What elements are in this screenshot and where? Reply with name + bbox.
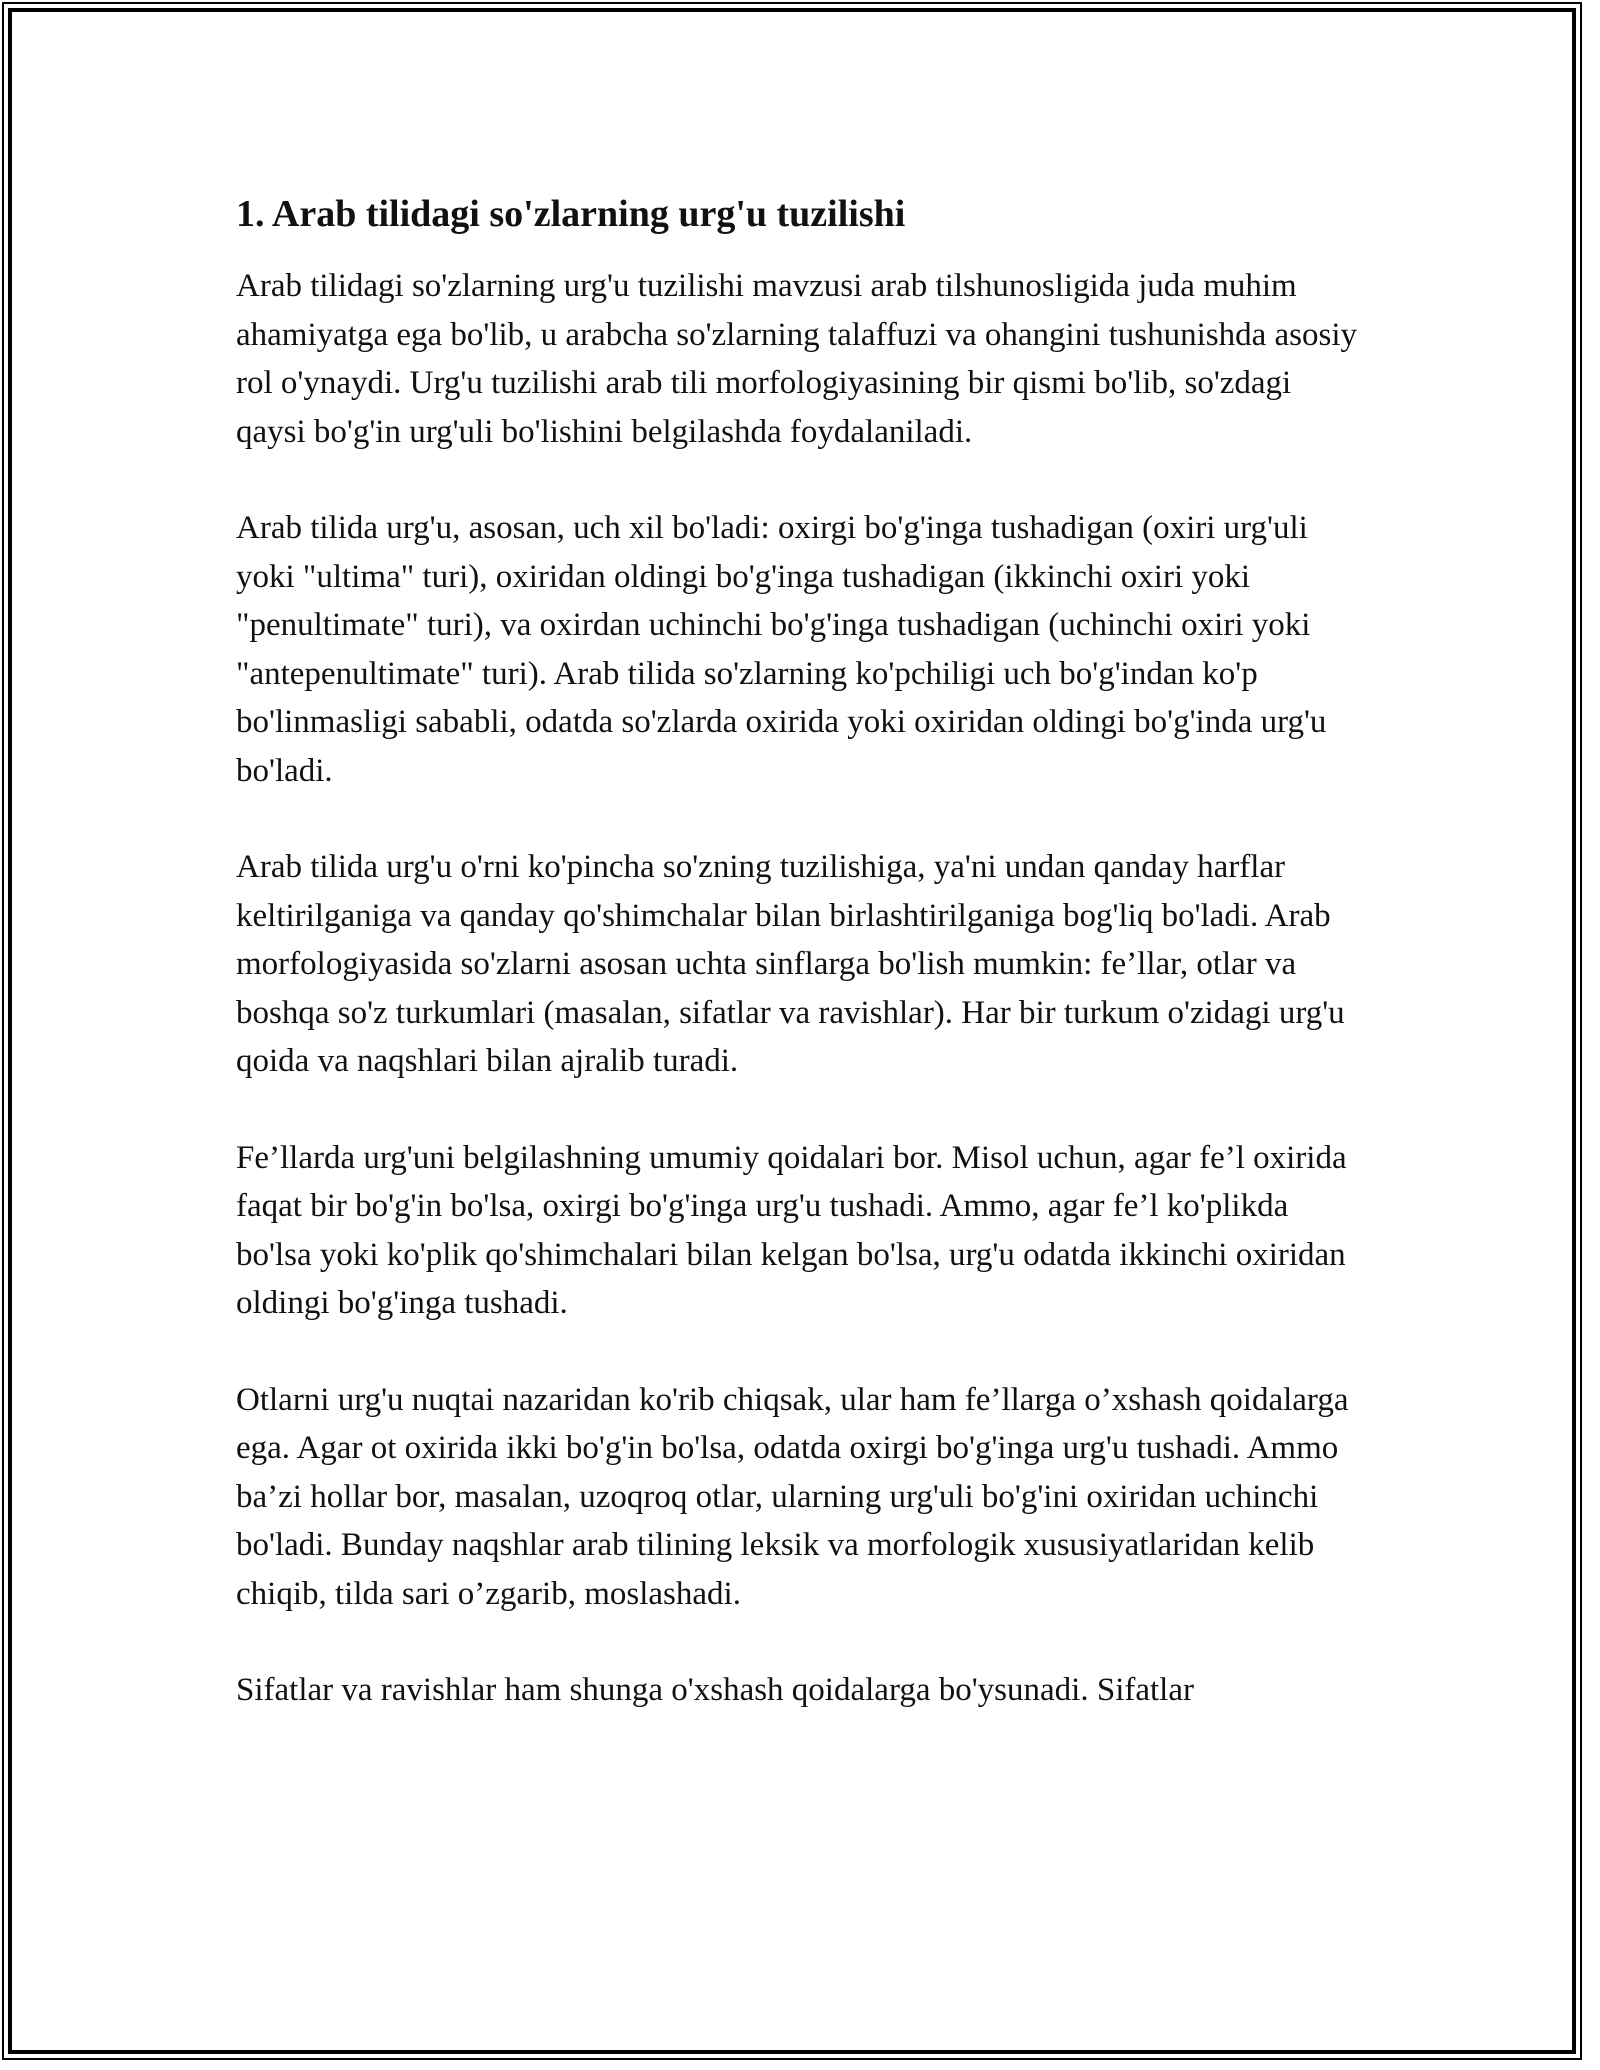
paragraph-6: Sifatlar va ravishlar ham shunga o'xshash qoidalarga bo'ysunadi. Sifatlar [236, 1672, 1194, 1708]
paragraph-1: Arab tilidagi so'zlarning urg'u tuzilishi mavzusi arab tilshunosligida juda muhim ahamiyatga ega bo'lib, u arabcha so'zlarning talaffuzi va ohangini tushunishda asosiy rol o'ynaydi. Urg'u tuzilishi arab tili morfologiyasining bir qismi bo'lib, so'zdagi qaysi bo'g'in urg'uli bo'lishini belgilashda foydalaniladi. [236, 268, 1358, 450]
paragraph-4: Fe’llarda urg'uni belgilashning umumiy qoidalari bor. Misol uchun, agar fe’l oxirida faqat bir bo'g'in bo'lsa, oxirgi bo'g'inga urg'u tushadi. Ammo, agar fe’l ko'plikda bo'lsa yoki ko'plik qo'shimchalari bilan kelgan bo'lsa, urg'u odatda ikkinchi oxiridan oldingi bo'g'inga tushadi. [236, 1139, 1347, 1321]
paragraph-2: Arab tilida urg'u, asosan, uch xil bo'ladi: oxirgi bo'g'inga tushadigan (oxiri urg'uli yoki "ultima" turi), oxiridan oldingi bo'g'inga tushadigan (ikkinchi oxiri yoki "penultimate" turi), va oxirdan uchinchi bo'g'inga tushadigan (uchinchi oxiri yoki "antepenultimate" turi). Arab tilida so'zlarning ko'pchiligi uch bo'g'indan ko'p bo'linmasligi sababli, odatda so'zlarda oxirida yoki oxiridan oldingi bo'g'inda urg'u bo'ladi. [236, 510, 1327, 789]
page-title: 1. Arab tilidagi so'zlarning urg'u tuzilishi [236, 193, 906, 235]
paragraph-3: Arab tilida urg'u o'rni ko'pincha so'zning tuzilishiga, ya'ni undan qanday harflar keltirilganiga va qanday qo'shimchalar bilan birlashtirilganiga bog'liq bo'ladi. Arab morfologiyasida so'zlarni asosan uchta sinflarga bo'lish mumkin: fe’llar, otlar va boshqa so'z turkumlari (masalan, sifatlar va ravishlar). Har bir turkum o'zidagi urg'u qoida va naqshlari bilan ajralib turadi. [236, 849, 1345, 1079]
document-body [236, 188, 1366, 1763]
paragraph-5: Otlarni urg'u nuqtai nazaridan ko'rib chiqsak, ular ham fe’llarga o’xshash qoidalarga ega. Agar ot oxirida ikki bo'g'in bo'lsa, odatda oxirgi bo'g'inga urg'u tushadi. Ammo ba’zi hollar bor, masalan, uzoqroq otlar, ularning urg'uli bo'g'ini oxiridan uchinchi bo'ladi. Bunday naqshlar arab tilining leksik va morfologik xususiyatlaridan kelib chiqib, tilda sari o’zgarib, moslashadi. [236, 1381, 1349, 1612]
